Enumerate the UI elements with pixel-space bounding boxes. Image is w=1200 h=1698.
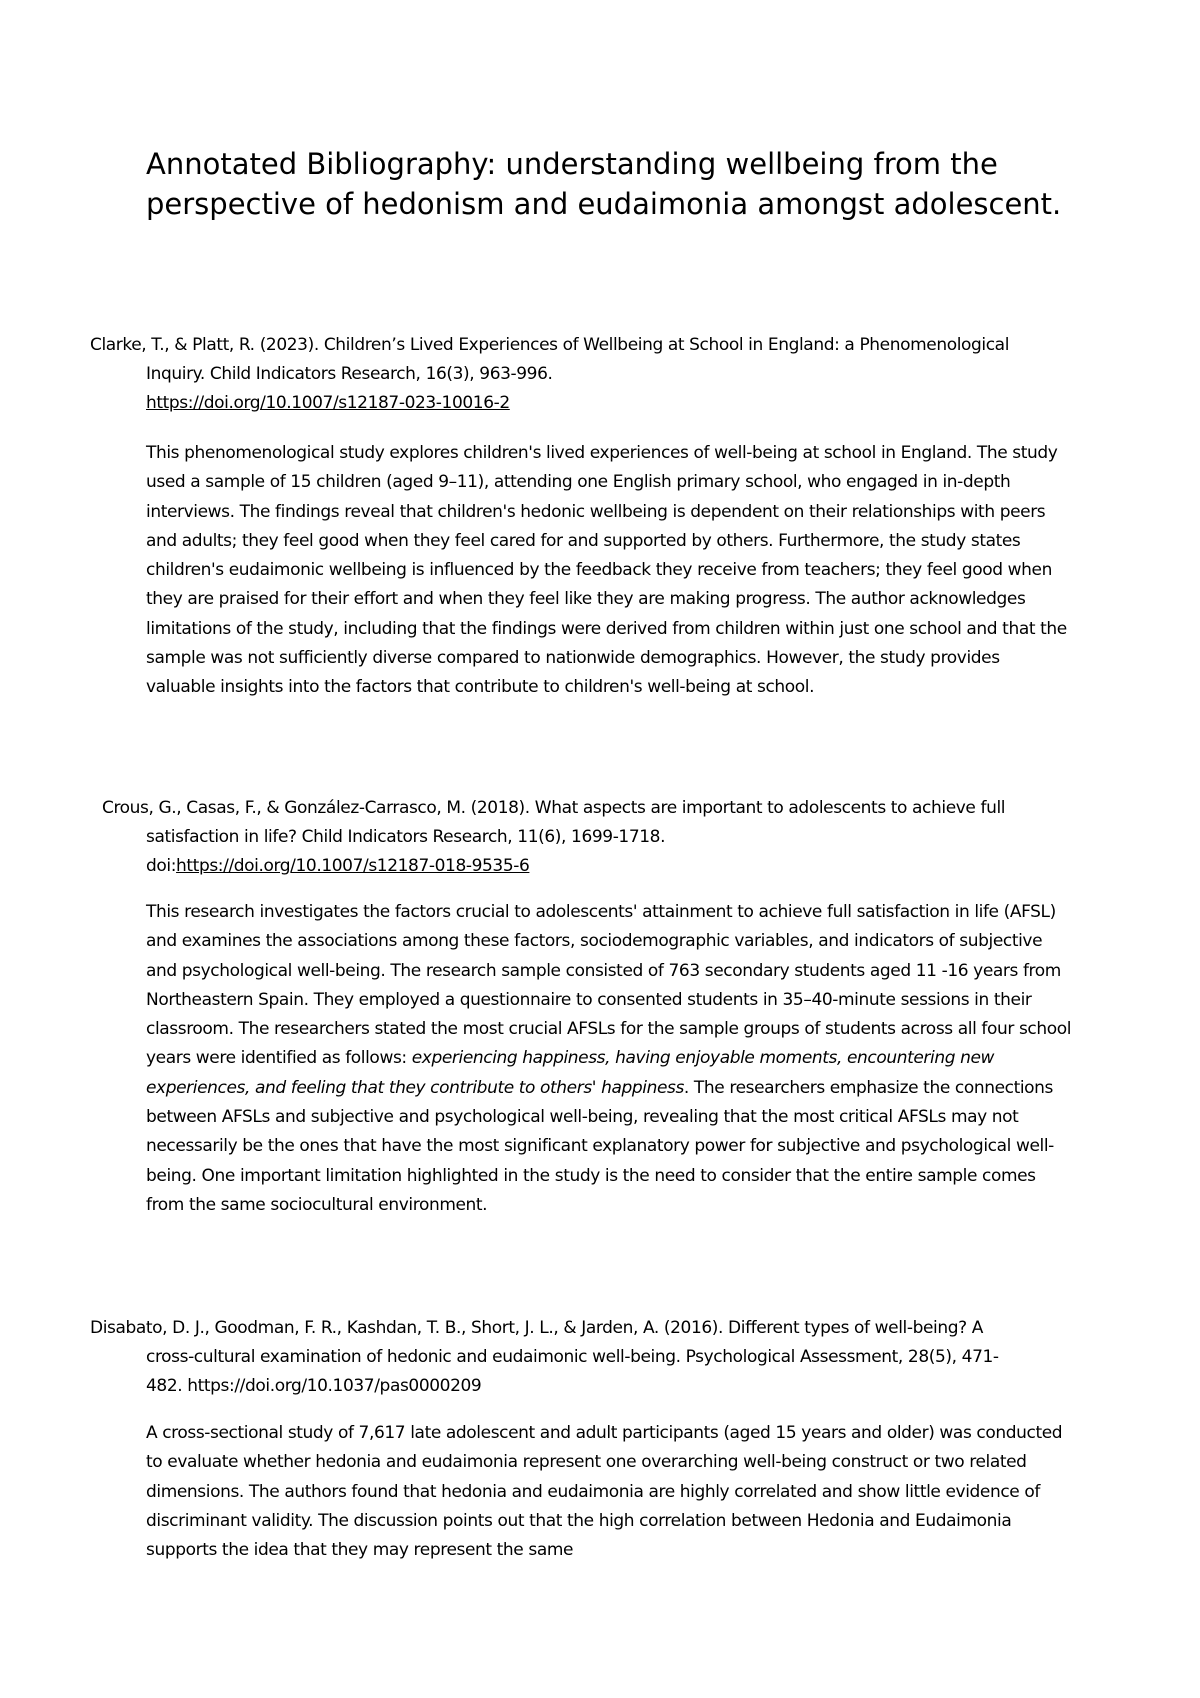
bibliography-entry — [90, 331, 1020, 418]
doi-prefix: doi: — [146, 856, 177, 876]
annotation-italic: experiencing happiness, having enjoyable moments, encountering new experiences, and feeling that they contribute to others' happiness — [146, 1048, 995, 1098]
citation-text: Crous, G., Casas, F., & González-Carrasco, M. (2018). What aspects are important to adolescents to achieve full satisfaction in life? Child Indicators Research, 11(6), 1699-1718. — [102, 798, 1006, 847]
annotation-block — [146, 1419, 1072, 1565]
annotation-text: This phenomenological study explores children's lived experiences of well-being at school in England. The study used a sample of 15 children (aged 9–11), attending one English primary school, who engaged in in-depth interviews. The findings reveal that children's hedonic wellbeing is dependent on their relationships with peers and adults; they feel good when they feel cared for and supported by others. Furthermore, the study states children's eudaimonic wellbeing is influenced by the feedback they receive from teachers; they feel good when they are praised for their effort and when they feel like they are making progress. The author acknowledges limitations of the study, including that the findings were derived from children within just one school and that the sample was not sufficiently diverse compared to nationwide demographics. However, the study provides valuable insights into the factors that contribute to children's well-being at school. — [146, 443, 1067, 698]
annotation-text: A cross-sectional study of 7,617 late adolescent and adult participants (aged 15 years and older) was conducted to evaluate whether hedonia and eudaimonia represent one overarching well-being construct or two related dimensions. The authors found that hedonia and eudaimonia are highly correlated and show little evidence of discriminant validity. The discussion points out that the high correlation between Hedonia and Eudaimonia supports the idea that they may represent the same — [146, 1423, 1063, 1561]
annotation-block — [146, 439, 1072, 703]
citation — [102, 794, 1022, 881]
citation-text: Clarke, T., & Platt, R. (2023). Children’s Lived Experiences of Wellbeing at School in England: a Phenomenological Inquiry. Child Indicators Research, 16(3), 963-996. — [90, 335, 1010, 384]
bibliography-entry — [90, 1314, 1020, 1401]
citation — [90, 1314, 1020, 1401]
annotation-text — [146, 898, 1072, 1220]
doi-link[interactable]: https://doi.org/10.1007/s12187-023-10016-2 — [146, 393, 510, 413]
annotation-part: This research investigates the factors crucial to adolescents' attainment to achieve full satisfaction in life (AFSL) and examines the associations among these factors, sociodemographic variables, and indicators of subjective and psychological well-being. The research sample consisted of 763 secondary students aged 11 -16 years from Northeastern Spain. They employed a questionnaire to consented students in 35–40-minute sessions in their classroom. The researchers stated the most crucial AFSLs for the sample groups of students across all four school years were identified as follows: — [146, 902, 1072, 1069]
doi-link[interactable]: https://doi.org/10.1007/s12187-018-9535-6 — [176, 856, 530, 876]
annotation-block — [146, 898, 1072, 1220]
citation — [90, 331, 1020, 418]
bibliography-entry — [102, 794, 1022, 881]
document-title: Annotated Bibliography: understanding wellbeing from the perspective of hedonism and eudaimonia amongst adolescent. — [146, 147, 1062, 221]
annotation-part: . The researchers emphasize the connections between AFSLs and subjective and psychological well-being, revealing that the most critical AFSLs may not necessarily be the ones that have the most significant explanatory power for subjective and psychological well-being. One important limitation highlighted in the study is the need to consider that the entire sample comes from the same sociocultural environment. — [146, 1077, 1054, 1215]
citation-text: Disabato, D. J., Goodman, F. R., Kashdan, T. B., Short, J. L., & Jarden, A. (2016). Different types of well-being? A cross-cultural examination of hedonic and eudaimonic well-being. Psychological Assessment, 28(5), 471-482. https://doi.org/10.1037/pas0000209 — [90, 1318, 999, 1396]
